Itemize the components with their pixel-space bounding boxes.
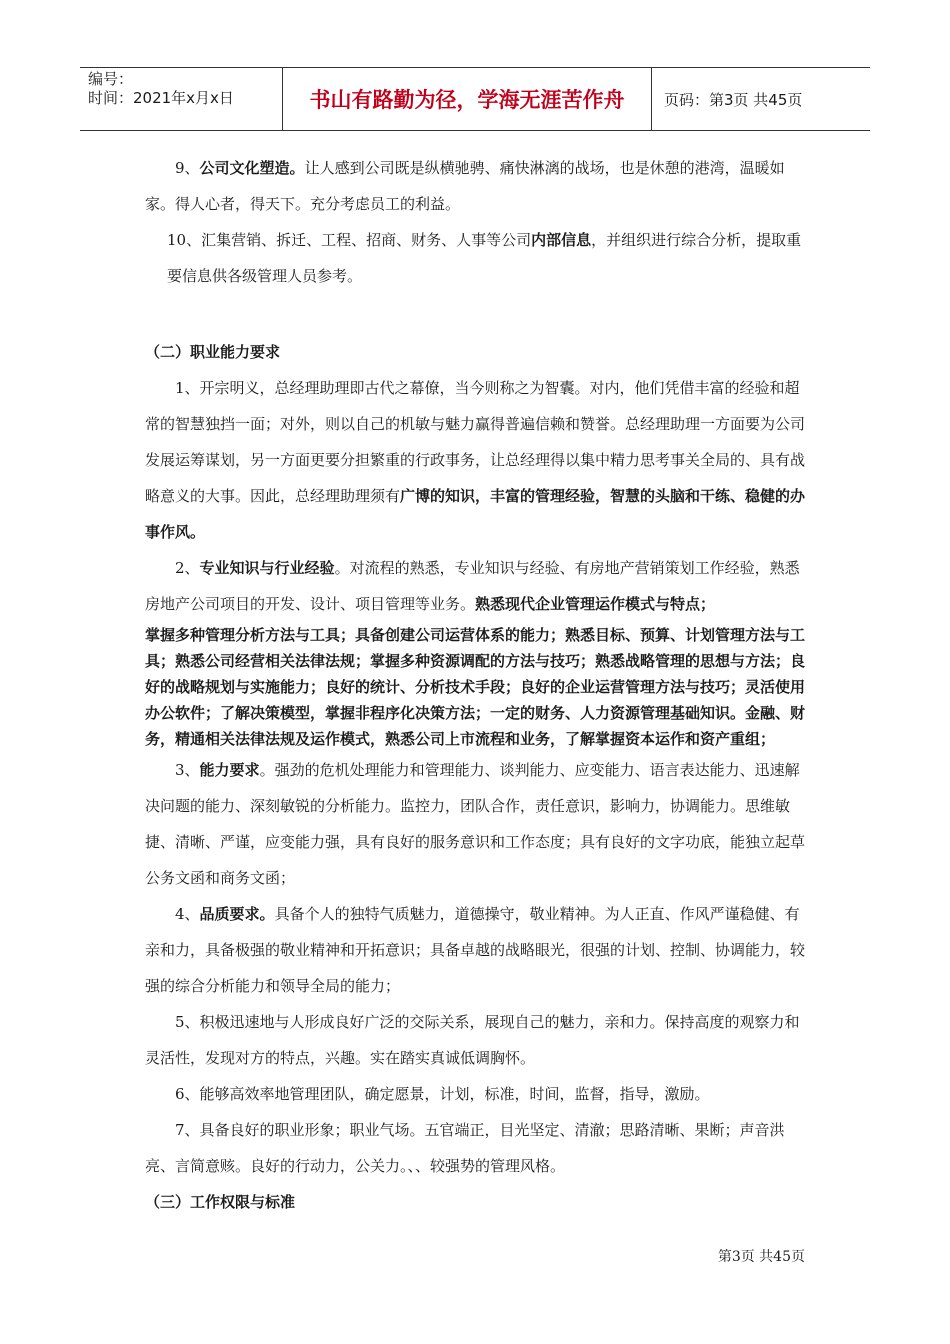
page-footer: 第3页 共45页 (717, 1249, 805, 1265)
bold-text: 专业知识与行业经验 (199, 559, 335, 577)
header-number: 编号： (88, 70, 134, 88)
bold-text: 内部信息 (531, 231, 592, 249)
page-header (80, 67, 870, 131)
header-time: 时间：2021年x月x日 (88, 89, 234, 107)
paragraph-s3: 3、能力要求。强劲的危机处理能力和管理能力、谈判能力、应变能力、语言表达能力、迅速解决问题的能力、深刻敏锐的分析能力。监控力，团队合作，责任意识，影响力，协调能力。思维敏捷、清晰、严谨，应变能力强，具有良好的服务意识和工作态度；具有良好的文字功底，能独立起草公务文函和商务文函； (145, 761, 806, 887)
paragraph-s6: 6、能够高效率地管理团队，确定愿景，计划，标准，时间，监督，指导，激励。 (175, 1085, 710, 1103)
bold-text: 品质要求。 (199, 905, 275, 923)
bold-text: 广博的知识，丰富的管理经验，智慧的头脑和干练、稳健的办事作风。 (145, 487, 806, 541)
header-page-number: 页码：第3页 共45页 (664, 90, 803, 109)
section-heading-2: （二）职业能力要求 (145, 343, 281, 361)
header-motto: 书山有路勤为径，学海无涯苦作舟 (282, 68, 652, 130)
paragraph-s5: 5、积极迅速地与人形成良好广泛的交际关系，展现自己的魅力，亲和力。保持高度的观察力和灵活性，发现对方的特点，兴趣。实在踏实真诚低调胸怀。 (145, 1013, 800, 1067)
header-meta (80, 68, 282, 130)
paragraph-s4: 4、品质要求。具备个人的独特气质魅力，道德操守，敬业精神。为人正直、作风严谨稳健、有亲和力，具备极强的敬业精神和开拓意识；具备卓越的战略眼光，很强的计划、控制、协调能力，较强的综合分析能力和领导全局的能力； (145, 905, 806, 995)
paragraph-10: 10、汇集营销、拆迁、工程、招商、财务、人事等公司内部信息，并组织进行综合分析，提取重要信息供各级管理人员参考。 (167, 231, 802, 285)
document-body (145, 150, 810, 1220)
paragraph-s2-dense: 掌握多种管理分析方法与工具；具备创建公司运营体系的能力；熟悉目标、预算、计划管理方法与工具；熟悉公司经营相关法律法规；掌握多种资源调配的方法与技巧；熟悉战略管理的思想与方法；良好的战略规划与实施能力；良好的统计、分析技术手段；良好的企业运营管理方法与技巧；灵活使用办公软件；了解决策模型，掌握非程序化决策方法；一定的财务、人力资源管理基础知识。金融、财务，精通相关法律法规及运作模式，熟悉公司上市流程和业务，了解掌握资本运作和资产重组； (145, 626, 806, 748)
bold-text: 公司文化塑造。 (199, 159, 305, 177)
section-heading-3: （三）工作权限与标准 (145, 1193, 296, 1211)
paragraph-s1: 1、开宗明义，总经理助理即古代之幕僚，当今则称之为智囊。对内，他们凭借丰富的经验和超常的智慧独挡一面；对外，则以自己的机敏与魅力赢得普遍信赖和赞誉。总经理助理一方面要为公司发展运筹谋划，另一方面更要分担繁重的行政事务，让总经理得以集中精力思考事关全局的、具有战略意义的大事。因此，总经理助理须有广博的知识，丰富的管理经验，智慧的头脑和干练、稳健的办事作风。 (145, 379, 806, 541)
paragraph-s2: 2、专业知识与行业经验。对流程的熟悉，专业知识与经验、有房地产营销策划工作经验，熟悉房地产公司项目的开发、设计、项目管理等业务。熟悉现代企业管理运作模式与特点； (145, 559, 800, 613)
paragraph-9: 9、公司文化塑造。让人感到公司既是纵横驰骋、痛快淋漓的战场，也是休憩的港湾，温暖如家。得人心者，得天下。充分考虑员工的利益。 (145, 159, 785, 213)
paragraph-s7: 7、具备良好的职业形象；职业气场。五官端正，目光坚定、清澈；思路清晰、果断；声音洪亮、言简意赅。良好的行动力，公关力。、、较强势的管理风格。 (145, 1121, 785, 1175)
bold-text: 熟悉现代企业管理运作模式与特点； (475, 595, 716, 613)
bold-text: 能力要求 (199, 761, 260, 779)
